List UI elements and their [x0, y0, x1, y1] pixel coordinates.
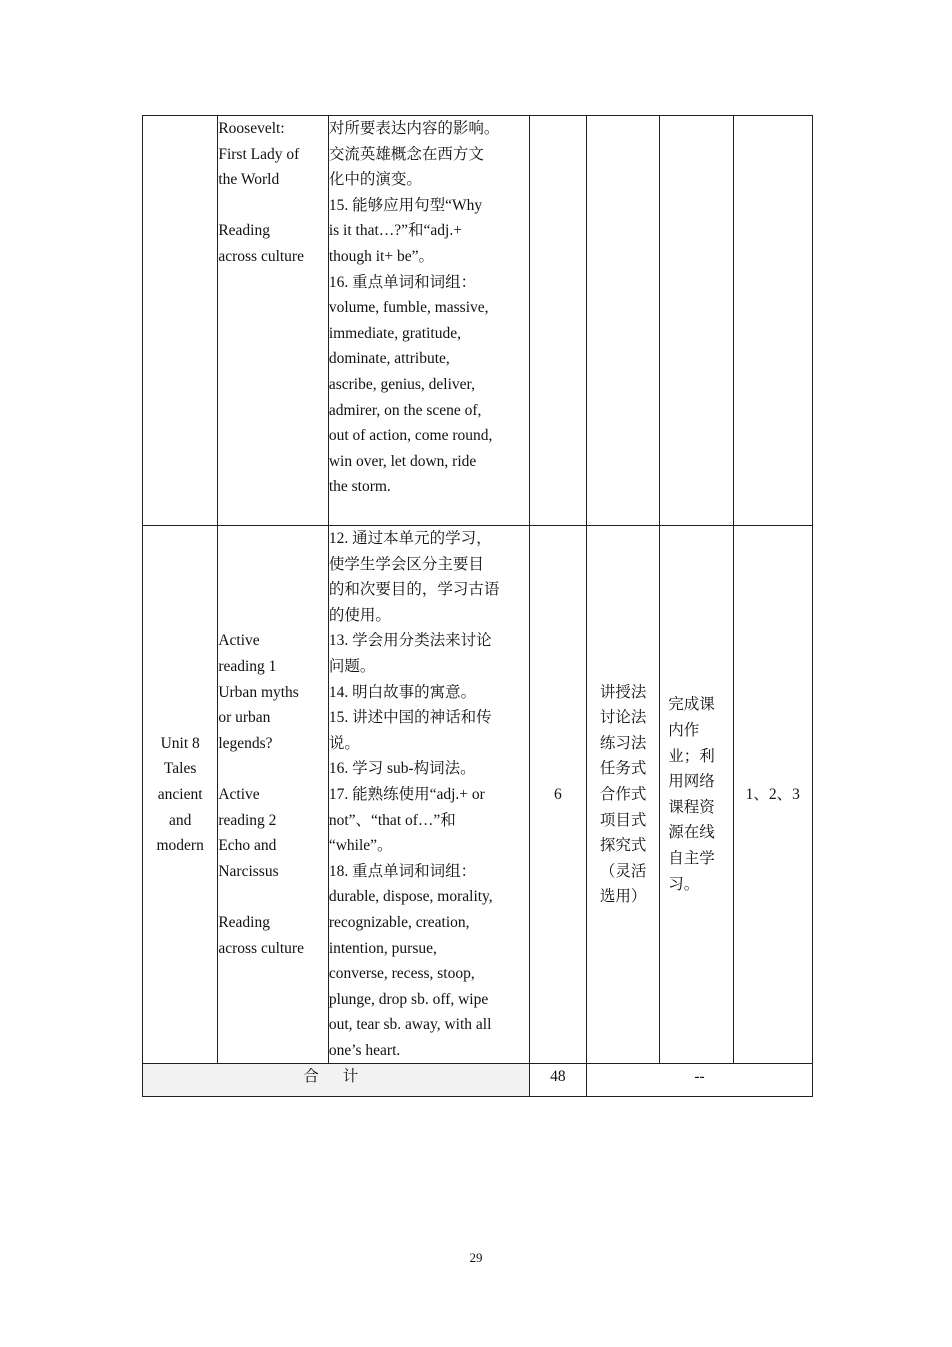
cell-line: ascribe, genius, deliver,: [328, 375, 475, 393]
table-row: [143, 116, 813, 526]
total-row: [143, 1064, 813, 1097]
cell-line: 源在线: [668, 824, 715, 842]
cell-line: 完成课: [668, 696, 715, 714]
cell-line: reading 1: [218, 657, 277, 675]
cell-line: 讲授法: [599, 683, 647, 701]
cell-line: Active: [218, 632, 260, 650]
cell-line: First Lady of: [218, 145, 300, 163]
cell-line: ancient: [157, 785, 203, 803]
cell-line: [218, 884, 327, 910]
cell-line: is it that…?”和“adj.+: [328, 222, 462, 240]
unit-cell: [143, 116, 218, 526]
cell-line: 合作式: [599, 785, 647, 803]
cell-line: out of action, come round,: [328, 427, 493, 445]
cell-line: 17. 能熟练使用“adj.+ or: [328, 785, 485, 803]
cell-line: Urban myths: [218, 683, 299, 701]
cell-line: not”、“that of…”和: [328, 811, 456, 829]
cell-line: 15. 讲述中国的神话和传: [328, 709, 492, 727]
cell-line: intention, pursue,: [328, 939, 437, 957]
cell-line: 选用）: [599, 888, 647, 906]
cell-line: legends?: [218, 734, 273, 752]
cell-line: 项目式: [599, 811, 647, 829]
cell-line: 化中的演变。: [328, 171, 422, 189]
cell-line: modern: [156, 837, 204, 855]
topic-cell: [218, 526, 328, 1064]
cell-line: 交流英雄概念在西方文: [328, 145, 484, 163]
unit-cell: [143, 526, 218, 1064]
cell-line: Narcissus: [218, 862, 279, 880]
cell-line: “while”。: [328, 837, 393, 855]
homework-cell: [660, 116, 733, 526]
cell-line: converse, recess, stoop,: [328, 965, 475, 983]
homework-cell: [660, 526, 733, 1064]
cell-line: 探究式: [599, 837, 647, 855]
cell-line: Reading: [218, 222, 270, 240]
cell-line: across culture: [218, 939, 304, 957]
cell-line: 13. 学会用分类法来讨论: [328, 632, 492, 650]
cell-line: 16. 学习 sub-构词法。: [328, 760, 476, 778]
cell-line: 14. 明白故事的寓意。: [328, 683, 477, 701]
cell-line: 对所要表达内容的影响。: [328, 120, 500, 137]
topic-cell: [218, 116, 328, 526]
cell-line: 用网络: [668, 773, 715, 791]
cell-line: 讨论法: [599, 709, 647, 727]
cell-line: out, tear sb. away, with all: [328, 1016, 492, 1034]
cell-line: 12. 通过本单元的学习，: [328, 530, 492, 547]
cell-line: 说。: [328, 734, 360, 752]
cell-line: reading 2: [218, 811, 277, 829]
goals-cell: 1、2、3: [733, 526, 812, 1064]
table-row: [143, 526, 813, 1064]
course-schedule-table: [142, 115, 813, 1097]
cell-line: across culture: [218, 247, 304, 265]
page-number: 29: [469, 1250, 483, 1265]
cell-line: one’s heart.: [328, 1041, 401, 1059]
cell-line: Echo and: [218, 837, 277, 855]
cell-line: plunge, drop sb. off, wipe: [328, 990, 489, 1008]
cell-line: Unit 8: [160, 734, 200, 752]
goals-cell: [733, 116, 812, 526]
cell-line: 练习法: [599, 734, 647, 752]
cell-line: and: [168, 811, 192, 829]
cell-line: admirer, on the scene of,: [328, 401, 482, 419]
objectives-cell: [328, 116, 529, 526]
method-cell: [586, 526, 659, 1064]
cell-line: durable, dispose, morality,: [328, 888, 493, 906]
cell-line: 18. 重点单词和词组：: [328, 862, 477, 880]
method-cell: [586, 116, 659, 526]
cell-line: 的和次要目的，学习古语: [328, 581, 500, 599]
total-rest: --: [586, 1064, 812, 1097]
cell-line: Reading: [218, 913, 270, 931]
cell-line: [218, 756, 327, 782]
objectives-cell: [328, 526, 529, 1064]
hours-cell: 6: [529, 526, 586, 1064]
cell-line: Tales: [163, 760, 197, 778]
cell-line: 习。: [668, 875, 700, 893]
cell-line: Roosevelt:: [218, 120, 285, 137]
cell-line: dominate, attribute,: [328, 350, 450, 368]
cell-line: 任务式: [599, 760, 647, 778]
cell-line: 15. 能够应用句型“Why: [328, 196, 483, 214]
cell-line: the World: [218, 171, 280, 189]
total-label: 合 计: [143, 1064, 530, 1097]
cell-line: 问题。: [328, 657, 376, 675]
cell-line: 业；利: [668, 747, 715, 765]
total-hours: 48: [529, 1064, 586, 1097]
cell-line: 使学生学会区分主要目: [328, 555, 484, 573]
cell-line: volume, fumble, massive,: [328, 299, 489, 317]
cell-line: immediate, gratitude,: [328, 324, 461, 342]
cell-line: 课程资: [668, 798, 715, 816]
cell-line: （灵活: [599, 862, 647, 880]
cell-line: 自主学: [668, 849, 715, 867]
cell-line: Active: [218, 785, 260, 803]
cell-line: 的使用。: [328, 606, 391, 624]
cell-line: win over, let down, ride: [328, 452, 477, 470]
cell-line: 内作: [668, 721, 700, 739]
cell-line: 16. 重点单词和词组：: [328, 273, 477, 291]
cell-line: [218, 193, 327, 219]
cell-line: the storm.: [328, 478, 391, 496]
cell-line: recognizable, creation,: [328, 913, 470, 931]
hours-cell: [529, 116, 586, 526]
cell-line: though it+ be”。: [328, 247, 434, 265]
cell-line: or urban: [218, 709, 271, 727]
